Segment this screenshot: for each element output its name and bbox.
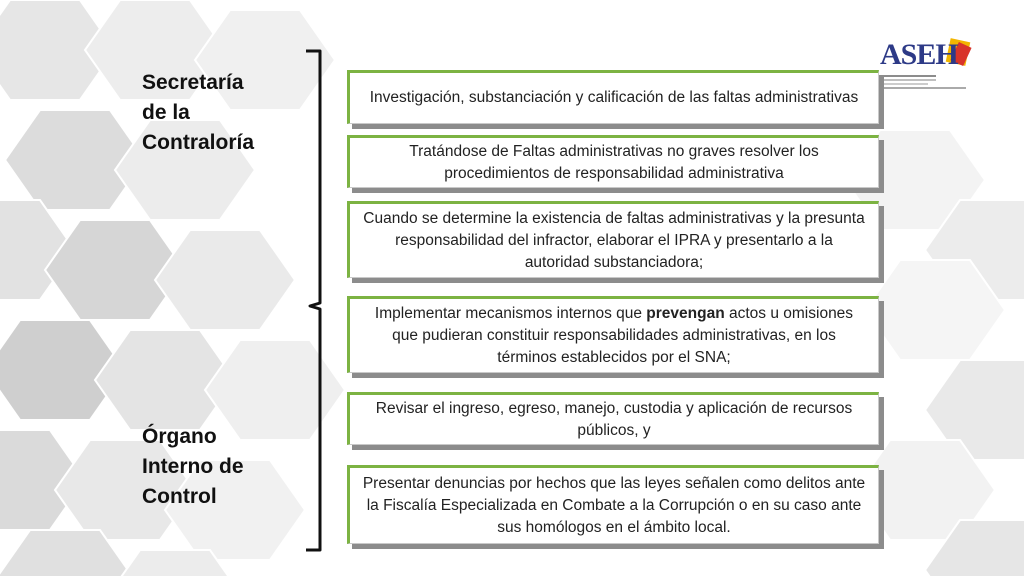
heading-secretaria-contraloria: Secretaría de la Contraloría xyxy=(142,71,255,154)
emphasis-prevengan: prevengan xyxy=(646,304,725,322)
function-box-4-text: Implementar mecanismos internos que prevengan actos u omisiones que pudieran constituir responsabilidades administrativas, en los términos establecidos por el SNA; xyxy=(374,304,854,366)
function-box-2: Tratándose de Faltas administrativas no graves resolver los procedimientos de responsabilidad administrativa xyxy=(347,135,879,188)
heading-organo-interno-control: Órgano Interno de Control xyxy=(142,425,244,508)
aseh-logo-text: ASEH xyxy=(880,38,958,71)
function-box-5: Revisar el ingreso, egreso, manejo, custodia y aplicación de recursos públicos, y xyxy=(347,392,879,445)
function-box-1: Investigación, substanciación y calificación de las faltas administrativas xyxy=(347,70,879,124)
function-box-4 xyxy=(347,296,879,373)
function-box-3: Cuando se determine la existencia de faltas administrativas y la presunta responsabilidad del infractor, elaborar el IPRA y presentarlo a la autoridad substanciadora; xyxy=(347,201,879,278)
aseh-logo xyxy=(876,38,976,99)
function-box-6: Presentar denuncias por hechos que las leyes señalen como delitos ante la Fiscalía Especializada en Combate a la Corrupción o en su caso ante sus homólogos en el ámbito local. xyxy=(347,465,879,544)
curly-bracket xyxy=(300,48,330,553)
